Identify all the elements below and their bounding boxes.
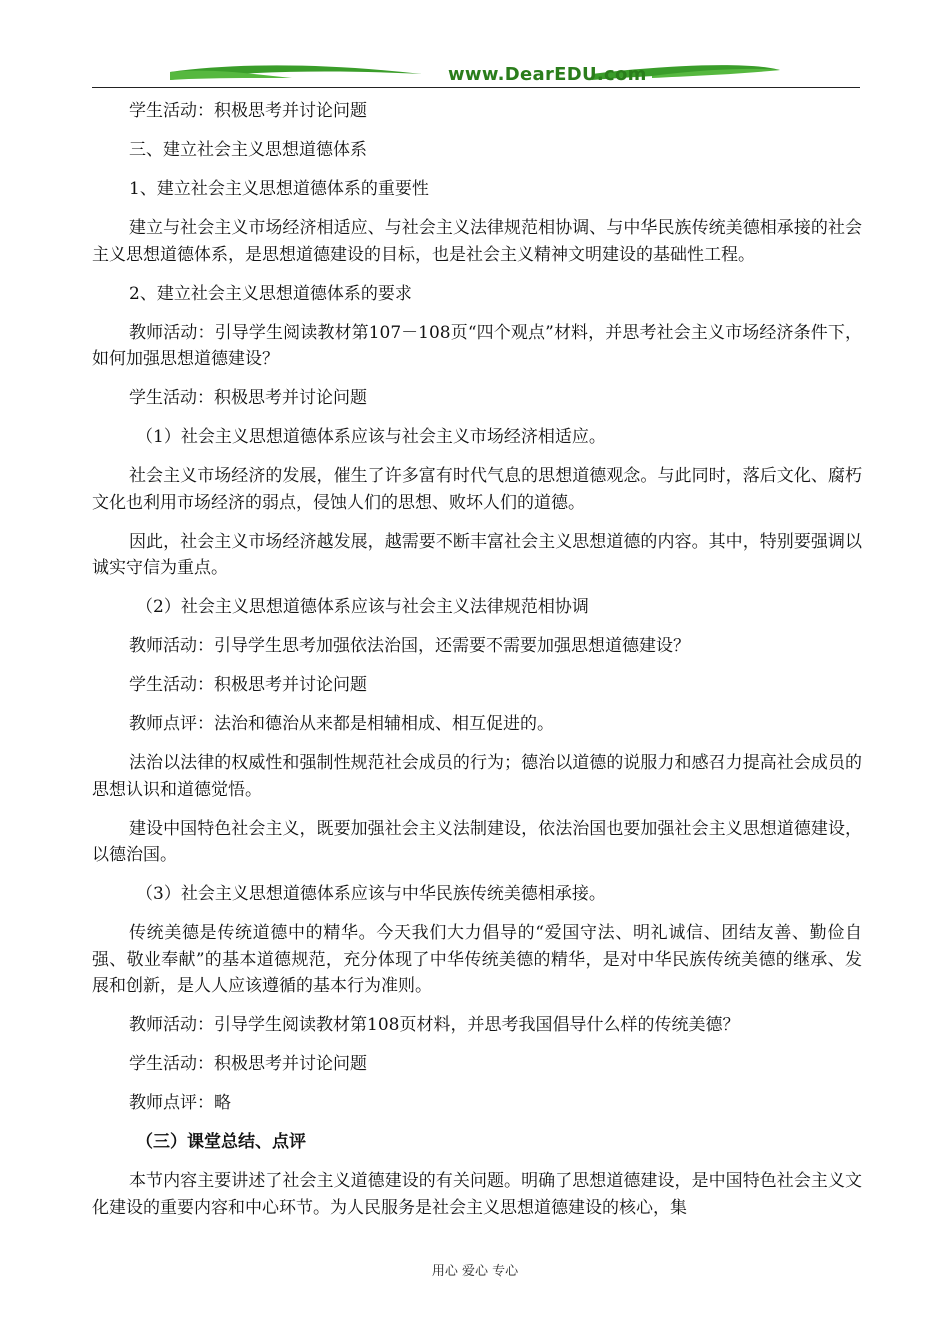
- document-body: [92, 98, 862, 1234]
- paragraph: 教师活动：引导学生思考加强依法治国，还需要不需要加强思想道德建设？: [129, 636, 690, 656]
- paragraph: 社会主义市场经济的发展，催生了许多富有时代气息的思想道德观念。与此同时，落后文化、腐朽文化也利用市场经济的弱点，侵蚀人们的思想、败坏人们的道德。: [92, 466, 862, 513]
- numbered-point: （2）社会主义思想道德体系应该与社会主义法律规范相协调: [136, 597, 589, 617]
- paragraph: 法治以法律的权威性和强制性规范社会成员的行为；德治以道德的说服力和感召力提高社会成员的思想认识和道德觉悟。: [92, 753, 862, 800]
- subsection-heading: 1、建立社会主义思想道德体系的重要性: [129, 179, 429, 199]
- paragraph: 学生活动：积极思考并讨论问题: [129, 388, 367, 408]
- paragraph: 教师活动：引导学生阅读教材第107－108页“四个观点”材料，并思考社会主义市场经济条件下，如何加强思想道德建设？: [92, 322, 862, 369]
- paragraph: 教师活动：引导学生阅读教材第108页材料，并思考我国倡导什么样的传统美德？: [129, 1015, 740, 1035]
- paragraph: 学生活动：积极思考并讨论问题: [129, 675, 367, 695]
- section-heading: 三、建立社会主义思想道德体系: [129, 140, 367, 160]
- site-header-banner: [92, 58, 860, 90]
- paragraph: 教师点评：略: [129, 1093, 231, 1113]
- paragraph: 本节内容主要讲述了社会主义道德建设的有关问题。明确了思想道德建设，是中国特色社会主义文化建设的重要内容和中心环节。为人民服务是社会主义思想道德建设的核心，集: [92, 1171, 862, 1218]
- page-footer: 用心 爱心 专心: [431, 1264, 519, 1279]
- paragraph: 建设中国特色社会主义，既要加强社会主义法制建设，依法治国也要加强社会主义思想道德建设，以德治国。: [92, 818, 862, 865]
- paragraph: 教师点评：法治和德治从来都是相辅相成、相互促进的。: [129, 714, 554, 734]
- paragraph: 建立与社会主义市场经济相适应、与社会主义法律规范相协调、与中华民族传统美德相承接的社会主义思想道德体系，是思想道德建设的目标，也是社会主义精神文明建设的基础性工程。: [92, 218, 862, 265]
- paragraph: 学生活动：积极思考并讨论问题: [129, 1054, 367, 1074]
- subsection-heading: 2、建立社会主义思想道德体系的要求: [129, 283, 412, 304]
- bold-heading: （三）课堂总结、点评: [136, 1132, 306, 1152]
- paragraph: 学生活动：积极思考并讨论问题: [129, 101, 367, 121]
- numbered-point: （3）社会主义思想道德体系应该与中华民族传统美德相承接。: [136, 884, 606, 904]
- header-divider: [92, 87, 860, 88]
- paragraph: 因此，社会主义市场经济越发展，越需要不断丰富社会主义思想道德的内容。其中，特别要强调以诚实守信为重点。: [92, 531, 862, 578]
- numbered-point: （1）社会主义思想道德体系应该与社会主义市场经济相适应。: [136, 427, 606, 447]
- site-url: www.DearEDU.com: [448, 64, 647, 85]
- paragraph: 传统美德是传统道德中的精华。今天我们大力倡导的“爱国守法、明礼诚信、团结友善、勤俭自强、敬业奉献”的基本道德规范，充分体现了中华传统美德的精华，是对中华民族传统美德的继承、发展和创新，是人人应该遵循的基本行为准则。: [92, 923, 862, 996]
